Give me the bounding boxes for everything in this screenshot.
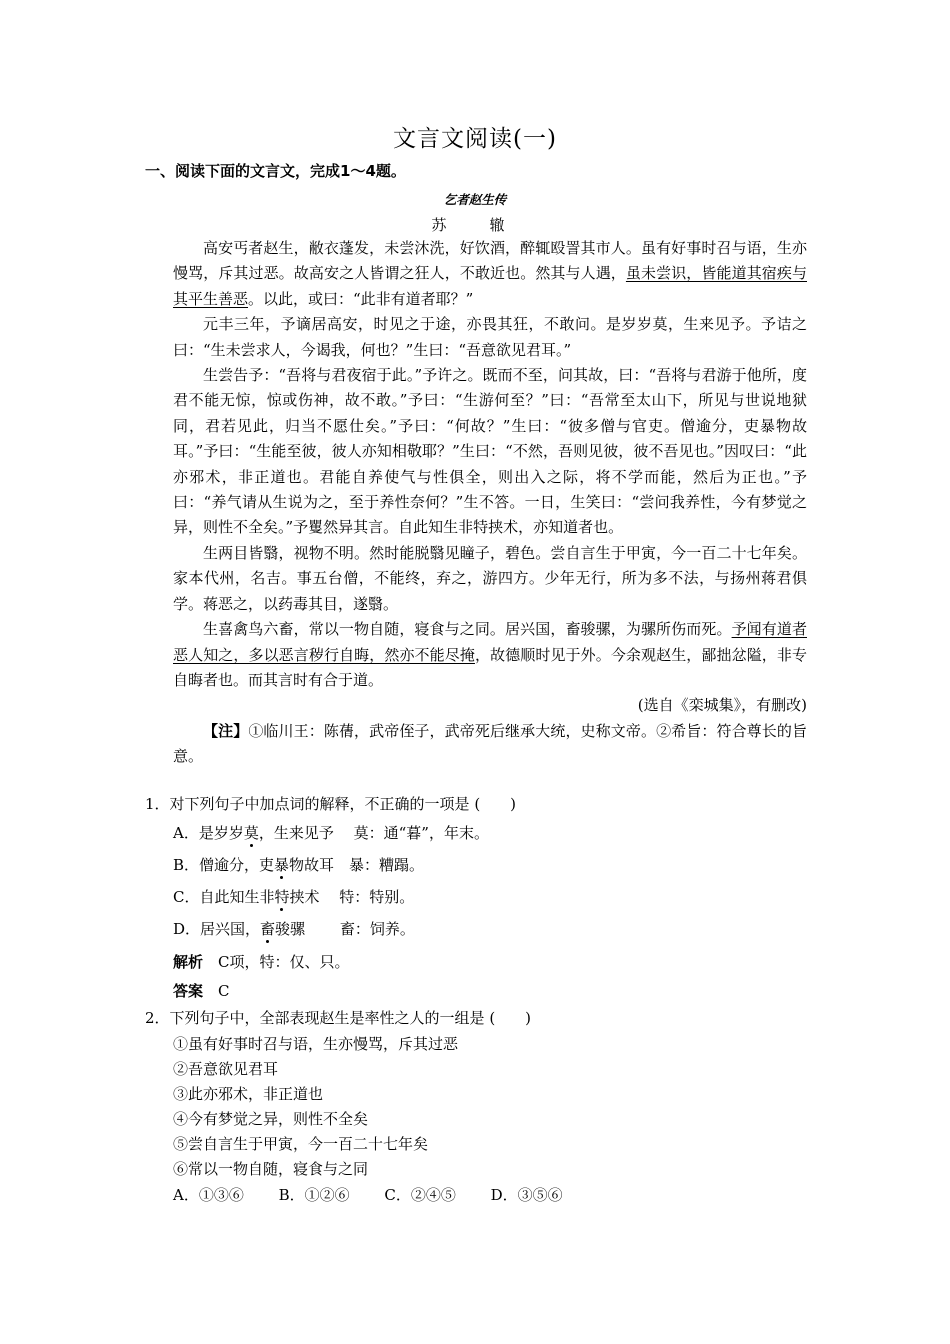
question-2-item: ②吾意欲见君耳	[173, 1060, 279, 1078]
text-run: 骏骡 畜：饲养。	[275, 920, 415, 938]
question-2-item: ④今有梦觉之异，则性不全矣	[173, 1110, 369, 1128]
passage-body	[173, 236, 807, 770]
question-1-option-b	[173, 853, 424, 878]
page-title: 文言文阅读(一)	[393, 126, 557, 152]
passage-title: 乞者赵生传	[443, 192, 507, 207]
passage-paragraph-1	[173, 236, 807, 312]
underlined-sentence-1: 虽未尝识，皆能道其宿疾与其平生善恶	[173, 264, 807, 308]
section-heading: 一、阅读下面的文言文，完成1～4题。	[145, 162, 406, 180]
question-1-stem: 1．对下列句子中加点词的解释，不正确的一项是 ( )	[145, 795, 517, 813]
passage-source: (选自《栾城集》，有删改)	[637, 696, 807, 715]
passage-paragraph-2: 元丰三年，予谪居高安，时见之于途，亦畏其狂，不敢问。是岁岁莫，生来见予。予诘之曰：“生未尝求人，今谒我，何也？”生曰：“吾意欲见君耳。”	[173, 315, 807, 359]
question-2-stem: 2．下列句子中，全部表现赵生是率性之人的一组是 ( )	[145, 1009, 532, 1027]
text-run: C．自此知生非	[173, 888, 275, 906]
question-1-analysis	[173, 950, 350, 975]
underlined-sentence-2: 予闻有道者恶人知之，多以恶言秽行自晦，然亦不能尽掩	[173, 620, 807, 664]
question-1-answer	[173, 979, 230, 1004]
analysis-text: C项，特：仅、只。	[203, 953, 350, 971]
dotted-word: 暴	[274, 856, 290, 874]
answer-text: C	[203, 982, 230, 1000]
question-1-option-c	[173, 885, 414, 910]
question-1-option-d	[173, 917, 415, 942]
text-run: 。以此，或曰：“此非有道者耶？”	[248, 289, 474, 308]
passage-paragraph-4: 生两目皆翳，视物不明。然时能脱翳见瞳子，碧色。尝自言生于甲寅，今一百二十七年矣。家本代州，名吉。事五台僧，不能终，弃之，游四方。少年无行，所为多不法，与扬州蒋君俱学。蒋恶之，以药毒其目，遂翳。	[173, 543, 807, 613]
text-run: A．是岁岁	[173, 824, 244, 842]
question-2-item: ①虽有好事时召与语，生亦慢骂，斥其过恶	[173, 1035, 459, 1053]
question-2-item: ③此亦邪术，非正道也	[173, 1085, 324, 1103]
passage-author: 苏 辙	[431, 216, 519, 234]
question-2-item: ⑥常以一物自随，寝食与之同	[173, 1160, 369, 1178]
text-run: ，故德顺时见于外。今余观赵生，鄙拙忿隘，非专自晦者也。而其言时有合于道。	[173, 645, 807, 689]
passage-paragraph-5	[173, 617, 807, 693]
answer-label: 答案	[173, 982, 204, 1000]
text-run: 物故耳 暴：糟蹋。	[289, 856, 425, 874]
dotted-word: 莫	[243, 824, 259, 842]
text-run: 生喜禽鸟六畜，常以一物自随，寝食与之同。居兴国，畜骏骡，为骡所伤而死。	[203, 620, 732, 639]
text-run: D．居兴国，	[173, 920, 261, 938]
question-1-option-a	[173, 821, 489, 846]
question-2-choices: A．①③⑥ B．①②⑥ C．②④⑤ D．③⑤⑥	[173, 1186, 563, 1204]
analysis-label: 解析	[173, 953, 204, 971]
note-label: 【注】	[203, 721, 249, 740]
passage-paragraph-3: 生尝告予：“吾将与君夜宿于此。”予许之。既而不至，问其故，曰：“吾将与君游于他所，度君不能无惊，惊或伤神，故不敢。”予曰：“生游何至？”曰：“吾常至太山下，所见与世说地狱同，君若见此，归当不愿仕矣。”予曰：“何故？”生曰：“彼多僧与官吏。僧逾分，吏暴物故耳。”予曰：“生能至彼，彼人亦知相敬耶？”生曰：“不然，吾则见彼，彼不吾见也。”因叹曰：“此亦邪术，非正道也。君能自养使气与性俱全，则出入之际，将不学而能，然后为正也。”予曰：“养气请从生说为之，至于养性奈何？”生不答。一日，生笑曰：“尝问我养性，今有梦觉之异，则性不全矣。”予矍然异其言。自此知生非特挟术，亦知道者也。	[173, 366, 807, 537]
text-run: ，生来见予 莫：通“暮”，年末。	[258, 824, 489, 842]
text-run: B．僧逾分，吏	[173, 856, 275, 874]
dotted-word: 畜	[260, 920, 276, 938]
text-run: 高安丐者赵生，敝衣蓬发，未尝沐洗，好饮酒，醉辄殴詈其市人。虽有好事时召与语，生亦慢骂，斥其过恶。故高安之人皆谓之狂人，不敢近也。然其与人遇，	[173, 239, 807, 283]
note-text: ①临川王：陈蒨，武帝侄子，武帝死后继承大统，史称文帝。②希旨：符合尊长的旨意。	[173, 721, 807, 766]
dotted-word: 特	[274, 888, 290, 906]
passage-note	[173, 719, 807, 770]
text-run: 挟术 特：特别。	[289, 888, 415, 906]
question-2-item: ⑤尝自言生于甲寅，今一百二十七年矣	[173, 1135, 429, 1153]
